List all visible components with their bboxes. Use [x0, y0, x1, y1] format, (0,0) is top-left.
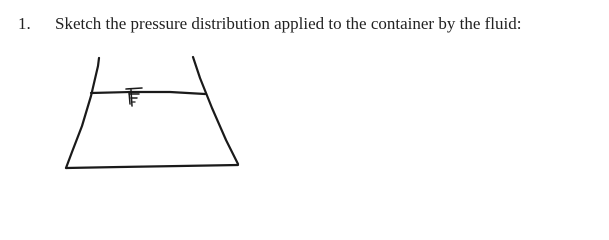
container-left-wall	[66, 58, 99, 168]
question-text: Sketch the pressure distribution applied to the container by the fluid:	[55, 14, 522, 33]
container-right-wall	[193, 57, 238, 164]
container-base	[66, 165, 238, 168]
question-number: 1.	[18, 14, 31, 33]
free-surface-symbol	[126, 88, 142, 106]
fluid-surface-line	[91, 92, 205, 94]
